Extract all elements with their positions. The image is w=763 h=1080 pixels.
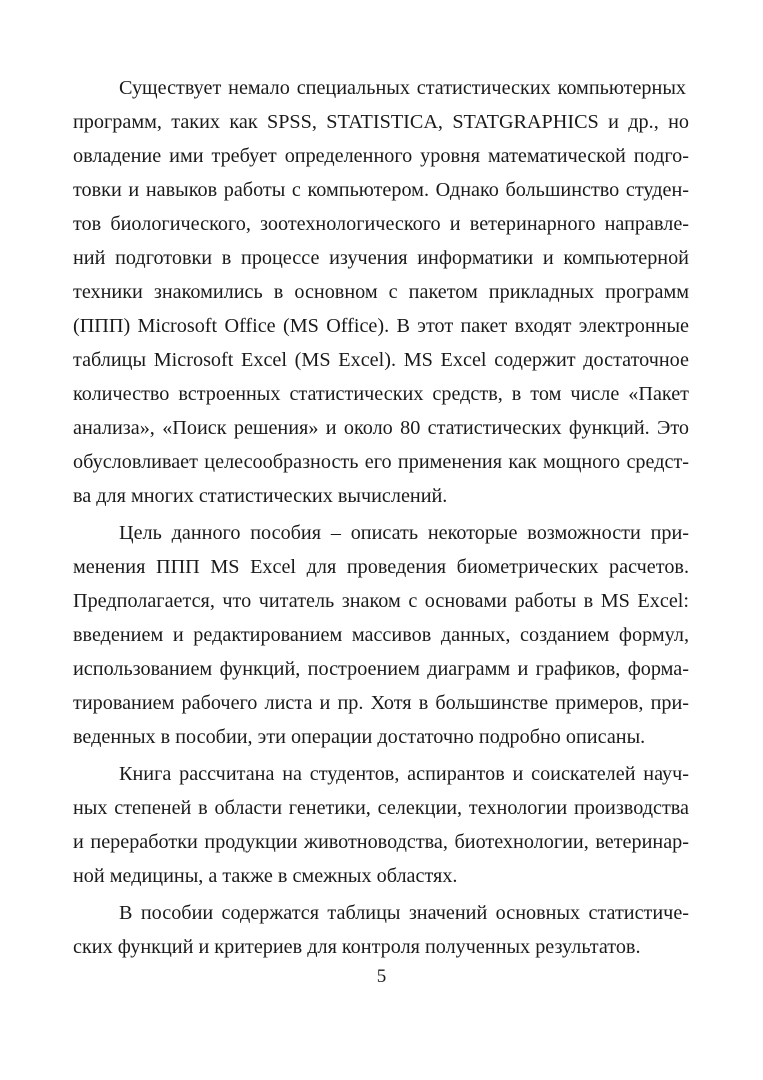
text-line-content: менения ППП MS Excel для проведения биометрических расчетов. (73, 556, 689, 578)
text-line-content: количество встроенных статистических средств, в том числе «Пакет (73, 383, 689, 405)
text-line-content: В пособии содержатся таблицы значений основных статистиче- (119, 902, 689, 924)
text-line-content: и переработки продукции животноводства, биотехнологии, ветеринар- (73, 831, 689, 853)
text-line (0, 343, 763, 377)
text-line-content: введением и редактированием массивов данных, созданием формул, (73, 624, 689, 646)
text-line-content: ной медицины, а также в смежных областях. (73, 865, 458, 887)
text-line (0, 445, 763, 479)
page-number: 5 (376, 966, 387, 987)
text-line-content: программ, таких как SPSS, STATISTICA, STATGRAPHICS и др., но (73, 111, 689, 133)
text-line-content: Существует немало специальных статистических компьютерных (119, 77, 686, 99)
text-line-content: использованием функций, построением диаграмм и графиков, форма- (73, 658, 689, 680)
text-line (0, 479, 763, 513)
text-line (0, 584, 763, 618)
text-line-content: таблицы Microsoft Excel (MS Excel). MS Excel содержит достаточное (73, 349, 689, 371)
text-line-content: товки и навыков работы с компьютером. Однако большинство студен- (73, 179, 689, 201)
text-line (0, 859, 763, 893)
text-line-content: тов биологического, зоотехнологического и ветеринарного направле- (73, 213, 689, 235)
text-line-content: техники знакомились в основном с пакетом прикладных программ (73, 281, 689, 303)
text-line (0, 377, 763, 411)
text-line-content: Предполагается, что читатель знаком с основами работы в MS Excel: (73, 590, 689, 612)
text-line (0, 652, 763, 686)
text-line-content: ных степеней в области генетики, селекции, технологии производства (73, 797, 689, 819)
text-line-content: анализа», «Поиск решения» и около 80 статистических функций. Это (73, 417, 689, 439)
text-line (0, 791, 763, 825)
text-line (0, 275, 763, 309)
text-line (0, 618, 763, 652)
text-line (0, 207, 763, 241)
text-line (0, 105, 763, 139)
text-line-content: тированием рабочего листа и пр. Хотя в большинстве примеров, при- (73, 692, 689, 714)
text-line-content: обусловливает целесообразность его применения как мощного средст- (73, 451, 689, 473)
text-line-content: (ППП) Microsoft Office (MS Office). В этот пакет входят электронные (73, 315, 689, 337)
text-line (0, 139, 763, 173)
text-line (0, 896, 763, 930)
text-line (0, 309, 763, 343)
text-line-content: овладение ими требует определенного уровня математической подго- (73, 145, 689, 167)
text-line (0, 825, 763, 859)
text-line (0, 71, 763, 105)
text-line (0, 757, 763, 791)
text-line-content: Цель данного пособия – описать некоторые возможности при- (119, 522, 689, 544)
text-line (0, 411, 763, 445)
text-line (0, 720, 763, 754)
text-line (0, 173, 763, 207)
text-line (0, 241, 763, 275)
text-line-content: ний подготовки в процессе изучения информатики и компьютерной (73, 247, 689, 269)
text-line (0, 516, 763, 550)
text-line-content: ских функций и критериев для контроля полученных результатов. (73, 936, 641, 958)
text-line (0, 686, 763, 720)
text-line (0, 930, 763, 964)
text-line (0, 550, 763, 584)
text-line-content: Книга рассчитана на студентов, аспирантов и соискателей науч- (119, 763, 689, 785)
text-line-content: ва для многих статистических вычислений. (73, 485, 448, 507)
text-line-content: веденных в пособии, эти операции достаточно подробно описаны. (73, 726, 646, 748)
